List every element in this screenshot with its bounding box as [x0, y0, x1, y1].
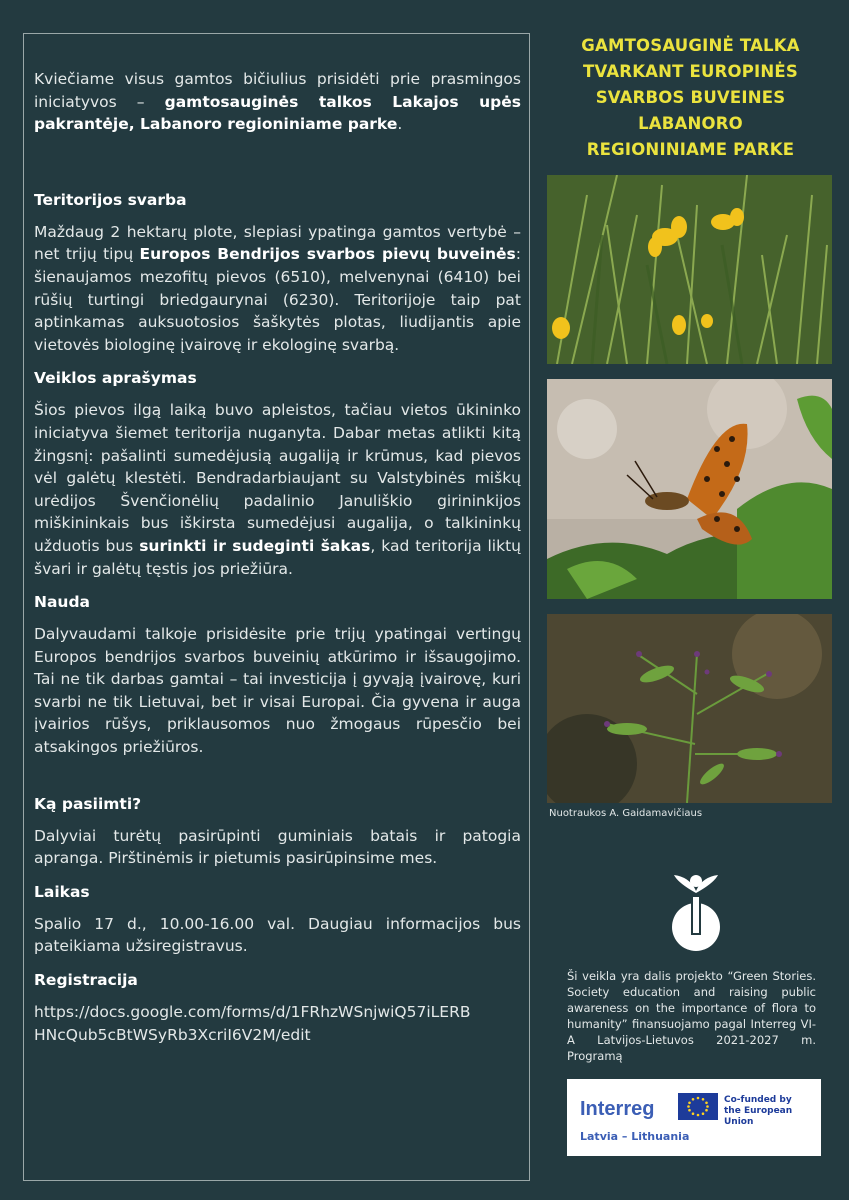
eu-flag-icon [678, 1093, 718, 1120]
nauda-paragraph: Dalyvaudami talkoje prisidėsite prie trijų ypatingai vertingų Europos bendrijos svarbos buveinių atkūrimo ir išsaugojimo. Tai ne tik darbas gamtai – tai investicija į gyvąją įvairovę, kuri svarbi ne tik Lietuvai, bet ir visai Europai. Čia gyvena ir auga įvairios rūšys, priklausomos nuo žmogaus rūpesčio bei atsakingos priežiūros. [34, 625, 521, 757]
poster-title [548, 33, 833, 163]
photo-credit: Nuotraukos A. Gaidamavičiaus [549, 808, 703, 819]
pasiimti-paragraph: Dalyviai turėtų pasirūpinti guminiais batais ir patogia apranga. Pirštinėmis ir pietumis pasirūpinsime mes. [34, 826, 521, 868]
interreg-name: Interreg [580, 1098, 655, 1120]
heading-veikla: Veiklos aprašymas [34, 369, 197, 388]
teritorija-text: Maždaug 2 hektarų plote, slepiasi ypatinga gamtos vertybė – net trijų tipų [34, 222, 521, 264]
veikla-text: Šios pievos ilgą laiką buvo apleistos, tačiau vietos ūkininko iniciatyva šiemet teritorija nuganyta. Dabar metas atlikti kitą žingsnį: pašalinti sumedėjusią augaliją ir krūmus, kad pievos vėl galėtų klestėti. Bendradarbiaujant su Valstybinės miškų urėdijos Švenčionėlių padalinio Januliškio girininkijos miškininkais bus iškirsta sumedėjusi augalija, o talkininkų užduotis bus [34, 401, 521, 555]
cofunded-text [724, 1095, 821, 1128]
intro-text-end: . [397, 115, 403, 134]
photo-butterfly [547, 379, 832, 599]
title-line: TVARKANT EUROPINĖS [583, 62, 798, 81]
teritorija-text-end: : šienaujamos mezofitų pievos (6510), melvenynai (6410) bei rūšių turtingi briedgaurynai (6230). Teritorijoje taip pat aptinkamas auksuotosios šaškytės plotas, liudijantis apie vietovės biologinę įvairovę ir ekologinę svarbą. [34, 245, 521, 354]
registration-link[interactable] [34, 1001, 521, 1046]
project-info: Ši veikla yra dalis projekto “Green Stories. Society education and raising public awareness on the importance of flora to humanity” finansuojamo pagal Interreg VI-A Latvijos-Lietuvos 2021-2027 m. Programą [567, 969, 816, 1063]
main-column [34, 68, 521, 1046]
heading-pasiimti: Ką pasiimti? [34, 794, 142, 813]
veikla-bold: surinkti ir sudeginti šakas [139, 536, 371, 555]
interreg-logo [567, 1079, 821, 1156]
veikla-text-end: , kad teritorija liktų švari ir galėtų tęstis jos priežiūra. [34, 536, 521, 578]
heading-laikas: Laikas [34, 882, 90, 901]
cofunded-line: the European Union [724, 1106, 793, 1127]
project-logo-icon [668, 871, 724, 955]
teritorija-paragraph [34, 221, 521, 357]
title-line: SVARBOS BUVEINES [595, 88, 786, 107]
cofunded-line: Co-funded by [724, 1095, 792, 1105]
title-line: REGIONINIAME PARKE [586, 140, 795, 159]
link-line-1[interactable]: https://docs.google.com/forms/d/1FRhzWSnjwiQ57iLERB [34, 1003, 471, 1022]
intro-text: Kviečiame visus gamtos bičiulius prisidėti prie prasmingos iniciatyvos – [34, 70, 521, 111]
title-line: LABANORO [638, 114, 743, 133]
link-line-2[interactable]: HNcQub5cBtWSyRb3XcriI6V2M/edit [34, 1025, 311, 1044]
veikla-paragraph [34, 399, 521, 580]
intro-bold: gamtosauginės talkos Lakajos upės pakrantėje, Labanoro regioniniame parke [34, 92, 521, 134]
title-line: GAMTOSAUGINĖ TALKA [581, 36, 800, 55]
teritorija-bold: Europos Bendrijos svarbos pievų buveinės [139, 245, 516, 264]
heading-teritorija: Teritorijos svarba [34, 190, 187, 209]
photo-yellow-flowers [547, 175, 832, 364]
laikas-paragraph: Spalio 17 d., 10.00-16.00 val. Daugiau informacijos bus pateikiama užsiregistravus. [34, 914, 521, 956]
intro-paragraph [34, 68, 521, 136]
heading-nauda: Nauda [34, 593, 91, 612]
heading-registracija: Registracija [34, 971, 138, 990]
photo-purple-plant [547, 614, 832, 803]
interreg-region: Latvia – Lithuania [580, 1130, 690, 1143]
